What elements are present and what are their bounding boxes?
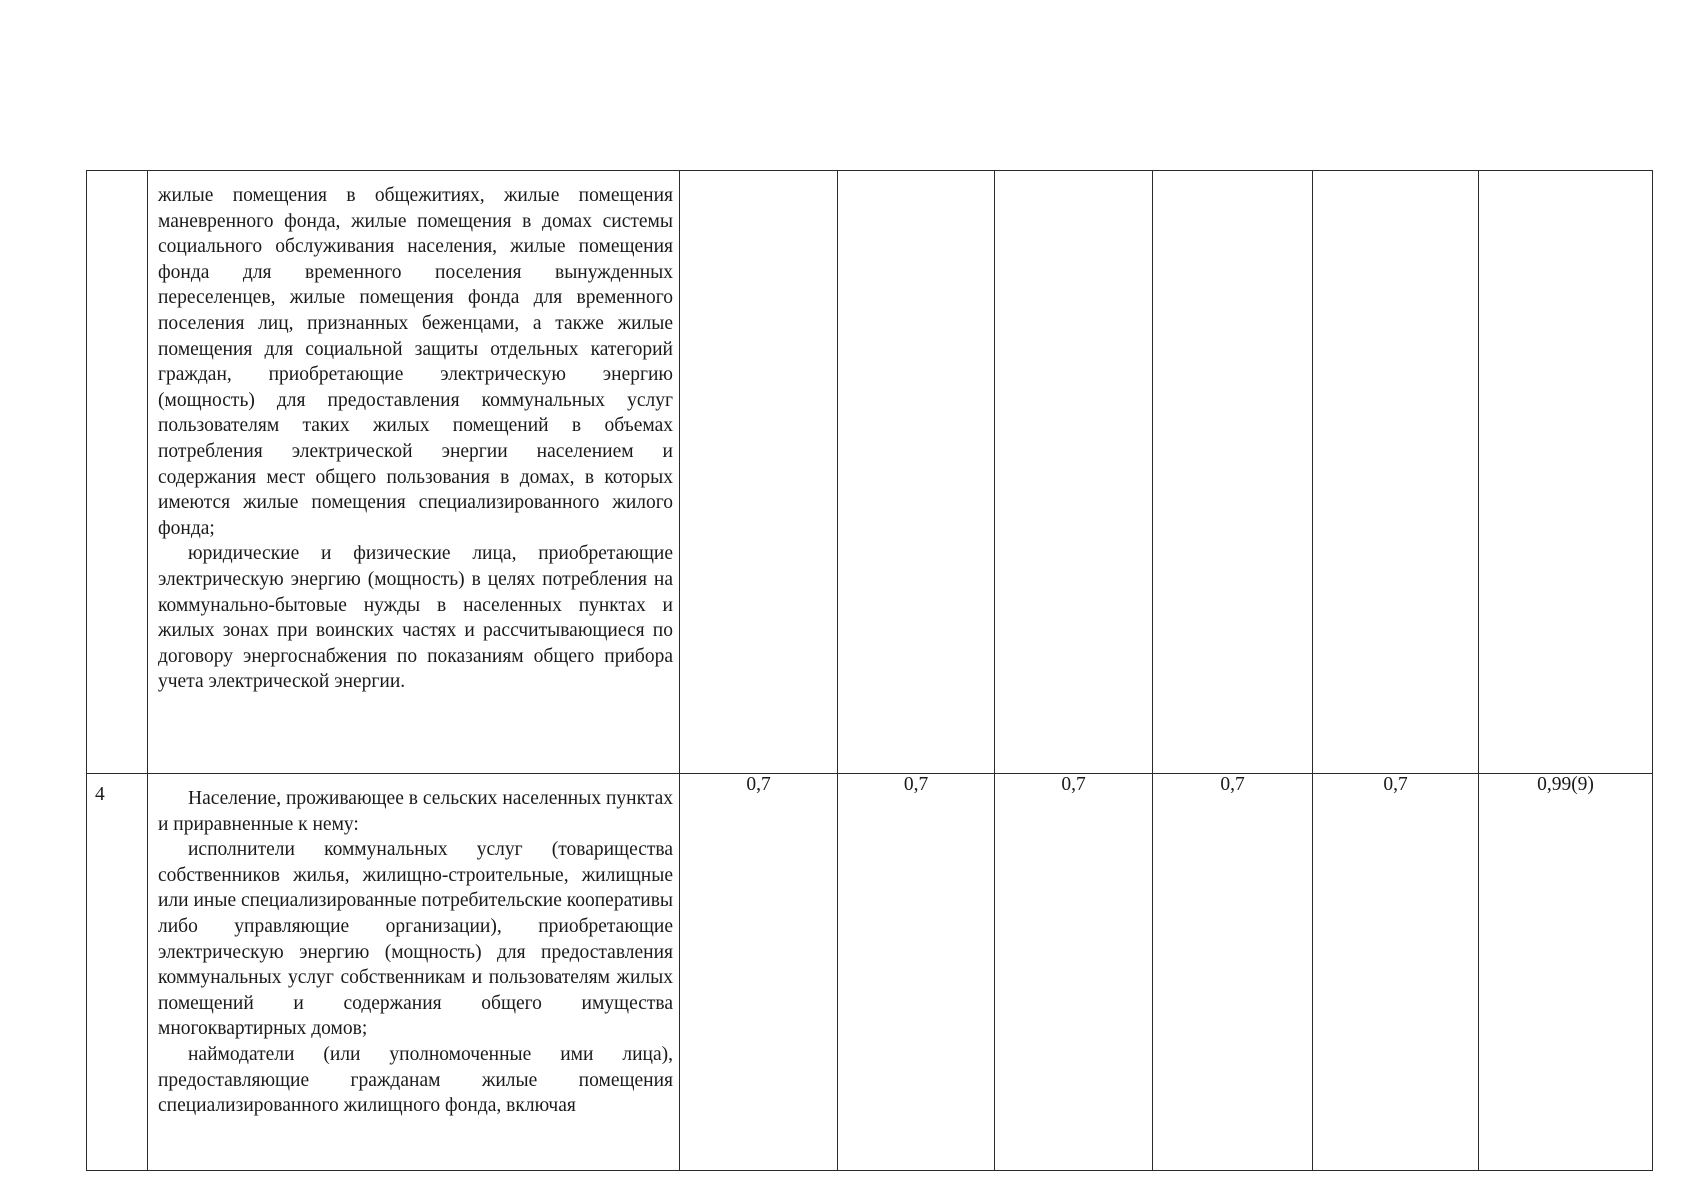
description-paragraph: жилые помещения в общежитиях, жилые помещения маневренного фонда, жилые помещения в домах системы социального обслуживания населения, жилые помещения фонда для временного поселения вынужденных переселенцев, жилые помещения фонда для временного поселения лиц, признанных беженцами, а также жилые помещения для социальной защиты отдельных категорий граждан, приобретающие электрическую энергию (мощность) для предоставления коммунальных услуг пользователям таких жилых помещений в объемах потребления электрической энергии населением и содержания мест общего пользования в домах, в которых имеются жилые помещения специализированного жилого фонда; <box>158 185 673 539</box>
table-row <box>87 171 1653 774</box>
value-cell: 0,7 <box>995 774 1153 1171</box>
row-description <box>148 774 680 1171</box>
value-cell: 0,7 <box>1313 774 1479 1171</box>
value-cell <box>1153 171 1313 774</box>
value-cell <box>838 171 995 774</box>
description-paragraph: исполнители коммунальных услуг (товарищества собственников жилья, жилищно-строительные, жилищные или иные специализированные потребительские кооперативы либо управляющие организации), приобретающие электрическую энергию (мощность) для предоставления коммунальных услуг собственникам и пользователям жилых помещений и содержания общего имущества многоквартирных домов; <box>158 839 673 1040</box>
value-cell: 0,7 <box>1153 774 1313 1171</box>
value-cell <box>680 171 838 774</box>
description-paragraph: наймодатели (или уполномоченные ими лица), предоставляющие гражданам жилые помещения специализированного жилищного фонда, включая <box>158 1043 673 1117</box>
row-number: 4 <box>87 774 148 1171</box>
value-cell <box>1479 171 1653 774</box>
value-cell <box>1313 171 1479 774</box>
table-row <box>87 774 1653 1171</box>
row-description <box>148 171 680 774</box>
value-cell: 0,7 <box>680 774 838 1171</box>
description-paragraph: юридические и физические лица, приобретающие электрическую энергию (мощность) в целях потребления на коммунально-бытовые нужды в населенных пунктах и жилых зонах при воинских частях и рассчитывающиеся по договору энергоснабжения по показаниям общего прибора учета электрической энергии. <box>158 543 673 693</box>
value-cell: 0,99(9) <box>1479 774 1653 1171</box>
value-cell <box>995 171 1153 774</box>
row-number <box>87 171 148 774</box>
value-cell: 0,7 <box>838 774 995 1171</box>
tariff-table <box>86 170 1653 1171</box>
description-paragraph: Население, проживающее в сельских населенных пунктах и приравненные к нему: <box>158 788 673 835</box>
